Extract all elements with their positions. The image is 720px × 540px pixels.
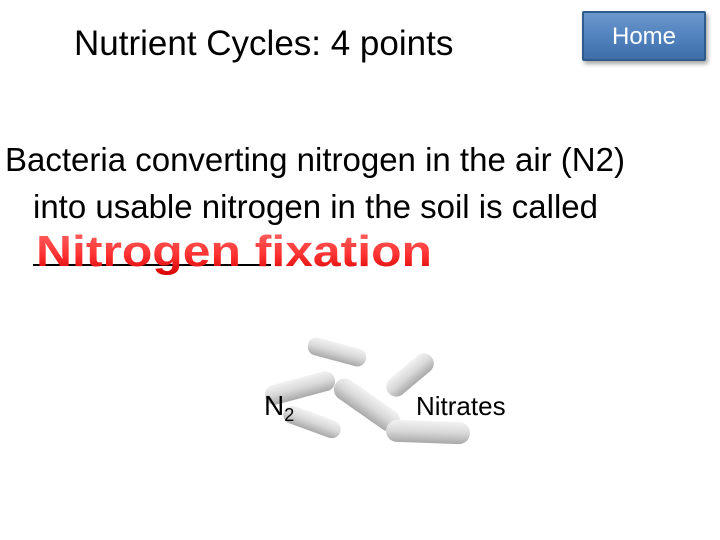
question-text <box>5 136 717 230</box>
bacterium-rod <box>306 336 369 369</box>
label-n2 <box>264 391 294 430</box>
slide-title: Nutrient Cycles: 4 points <box>74 24 454 63</box>
home-button[interactable]: Home <box>582 11 706 61</box>
question-line-1: Bacteria converting nitrogen in the air (N2) <box>5 141 625 178</box>
bacterium-rod <box>386 420 471 445</box>
answer-text: Nitrogen fixation <box>36 227 433 276</box>
bacteria-illustration <box>250 320 480 460</box>
answer-wordart <box>30 222 450 282</box>
label-n-subscript: 2 <box>284 405 295 425</box>
label-n: N <box>264 390 285 421</box>
question-line-2: into usable nitrogen in the soil is called <box>33 188 599 225</box>
label-nitrates: Nitrates <box>416 391 506 421</box>
